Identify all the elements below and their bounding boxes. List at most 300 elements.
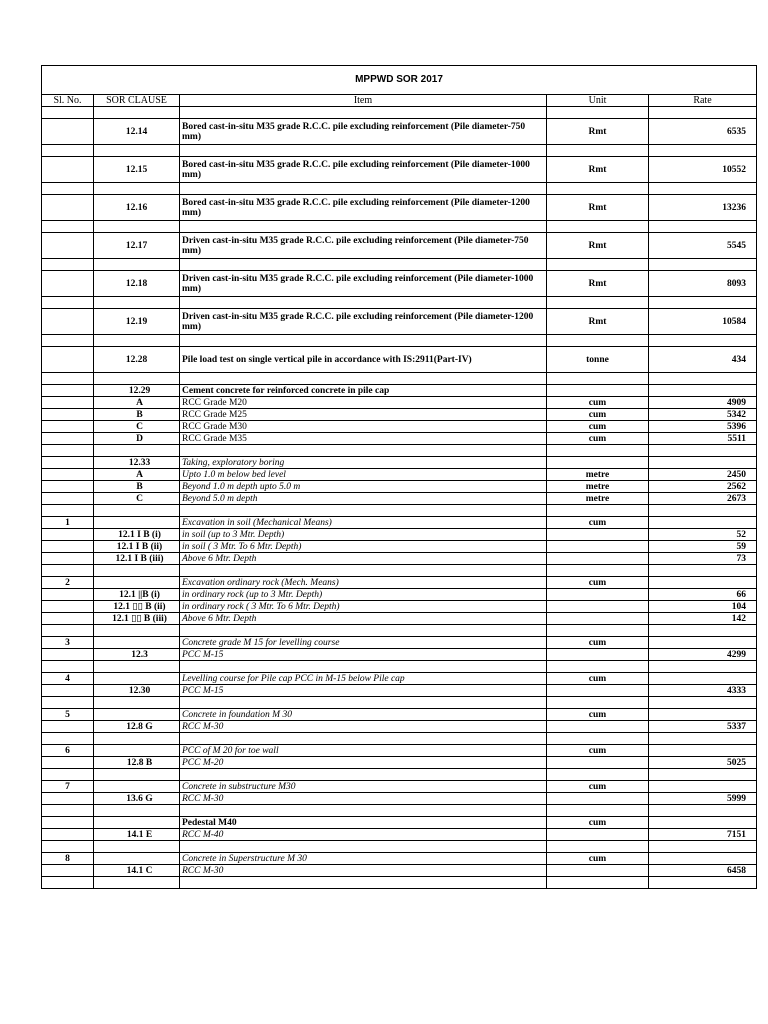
item-cell: RCC M-30 [180,865,547,877]
table-row [42,529,757,541]
empty-cell [649,877,757,889]
table-row [42,421,757,433]
empty-cell [649,107,757,119]
empty-cell [547,335,649,347]
sor-clause-cell: 12.14 [94,119,180,145]
empty-cell [649,183,757,195]
item-cell: RCC M-30 [180,793,547,805]
item-cell: in soil (up to 3 Mtr. Depth) [180,529,547,541]
unit-cell [547,529,649,541]
sor-clause-cell: D [94,433,180,445]
empty-cell [42,183,94,195]
empty-cell [94,297,180,309]
item-cell: Taking, exploratory boring [180,457,547,469]
item-cell: Above 6 Mtr. Depth [180,553,547,565]
sl-no-cell: 6 [42,745,94,757]
sl-no-cell [42,589,94,601]
empty-cell [42,661,94,673]
empty-cell [547,183,649,195]
table-row [42,637,757,649]
unit-cell [547,613,649,625]
empty-cell [42,373,94,385]
unit-cell: Rmt [547,233,649,259]
unit-cell [547,457,649,469]
sor-clause-cell [94,817,180,829]
rate-cell [649,745,757,757]
unit-cell: cum [547,517,649,529]
sl-no-cell [42,457,94,469]
sor-clause-cell [94,709,180,721]
unit-cell [547,553,649,565]
sl-no-cell [42,601,94,613]
unit-cell [547,829,649,841]
header-row [42,95,757,107]
blank-row [42,145,757,157]
sl-no-cell [42,409,94,421]
table-row [42,481,757,493]
item-cell: Bored cast-in-situ M35 grade R.C.C. pile excluding reinforcement (Pile diameter-1200 mm) [180,195,547,221]
rate-cell [649,517,757,529]
rate-cell: 6535 [649,119,757,145]
item-cell: Concrete in Superstructure M 30 [180,853,547,865]
sl-no-cell [42,385,94,397]
empty-cell [180,805,547,817]
blank-row [42,877,757,889]
empty-cell [94,733,180,745]
table-row [42,493,757,505]
sor-clause-cell [94,853,180,865]
empty-cell [180,183,547,195]
empty-cell [180,841,547,853]
item-cell: Pile load test on single vertical pile in accordance with IS:2911(Part-IV) [180,347,547,373]
empty-cell [649,661,757,673]
empty-cell [180,697,547,709]
table-row [42,271,757,297]
empty-cell [180,661,547,673]
empty-cell [180,445,547,457]
unit-cell [547,721,649,733]
empty-cell [180,625,547,637]
blank-row [42,661,757,673]
rate-cell: 5999 [649,793,757,805]
unit-cell: metre [547,481,649,493]
table-row [42,793,757,805]
sl-no-cell [42,481,94,493]
sor-clause-cell [94,577,180,589]
blank-row [42,625,757,637]
sor-clause-cell: 12.1 I B (iii) [94,553,180,565]
sor-clause-cell [94,673,180,685]
blank-row [42,297,757,309]
blank-row [42,373,757,385]
empty-cell [547,697,649,709]
unit-cell: cum [547,397,649,409]
sl-no-cell [42,119,94,145]
rate-cell: 104 [649,601,757,613]
table-row [42,469,757,481]
table-row [42,853,757,865]
item-cell: PCC M-15 [180,649,547,661]
sor-clause-cell [94,745,180,757]
empty-cell [547,107,649,119]
sl-no-cell [42,195,94,221]
unit-cell: cum [547,577,649,589]
blank-row [42,445,757,457]
table-row [42,745,757,757]
sor-clause-cell: 13.6 G [94,793,180,805]
sor-clause-cell: 12.18 [94,271,180,297]
empty-cell [649,769,757,781]
rate-cell [649,577,757,589]
sor-clause-cell [94,781,180,793]
empty-cell [547,221,649,233]
empty-cell [94,373,180,385]
sl-no-cell [42,817,94,829]
table-row [42,817,757,829]
table-row [42,195,757,221]
table-row [42,517,757,529]
empty-cell [42,259,94,271]
empty-cell [180,297,547,309]
unit-cell: cum [547,433,649,445]
sor-clause-cell: 12.33 [94,457,180,469]
unit-cell: Rmt [547,271,649,297]
empty-cell [547,841,649,853]
empty-cell [94,145,180,157]
rate-cell: 7151 [649,829,757,841]
empty-cell [94,183,180,195]
empty-cell [547,505,649,517]
sor-clause-cell: 12.15 [94,157,180,183]
table-row [42,347,757,373]
rate-cell: 5396 [649,421,757,433]
rate-cell: 2562 [649,481,757,493]
rate-cell: 13236 [649,195,757,221]
item-cell: PCC M-20 [180,757,547,769]
unit-cell: cum [547,853,649,865]
sor-clause-cell: B [94,481,180,493]
table-row [42,865,757,877]
rate-cell [649,457,757,469]
sor-clause-cell: 12.8 B [94,757,180,769]
rate-cell: 2673 [649,493,757,505]
table-row [42,577,757,589]
empty-cell [94,841,180,853]
sor-clause-cell: 12.30 [94,685,180,697]
table-row [42,397,757,409]
empty-cell [547,297,649,309]
sor-clause-cell: A [94,397,180,409]
empty-cell [42,221,94,233]
unit-cell [547,685,649,697]
unit-cell: metre [547,493,649,505]
header-item: Item [180,95,547,107]
item-cell: RCC M-30 [180,721,547,733]
table-row [42,541,757,553]
empty-cell [42,505,94,517]
empty-cell [649,145,757,157]
unit-cell [547,649,649,661]
item-cell: Above 6 Mtr. Depth [180,613,547,625]
sor-table [41,65,757,889]
sor-clause-cell: B [94,409,180,421]
sor-clause-cell: 12.1 I B (i) [94,529,180,541]
empty-cell [649,297,757,309]
sor-clause-cell [94,637,180,649]
empty-cell [42,805,94,817]
sor-clause-cell: 14.1 C [94,865,180,877]
sl-no-cell: 5 [42,709,94,721]
empty-cell [180,733,547,745]
unit-cell: cum [547,781,649,793]
table-row [42,409,757,421]
blank-row [42,565,757,577]
empty-cell [180,145,547,157]
table-row [42,157,757,183]
empty-cell [94,769,180,781]
empty-cell [94,805,180,817]
sor-clause-cell: C [94,421,180,433]
empty-cell [42,877,94,889]
sor-clause-cell: 12.1 ||B (i) [94,589,180,601]
empty-cell [42,145,94,157]
rate-cell [649,817,757,829]
title-row [42,66,757,95]
empty-cell [94,107,180,119]
sl-no-cell [42,157,94,183]
item-cell: RCC M-40 [180,829,547,841]
empty-cell [180,335,547,347]
table-row [42,685,757,697]
blank-row [42,335,757,347]
rate-cell [649,385,757,397]
empty-cell [649,373,757,385]
sor-clause-cell: 12.1 ▯▯ B (ii) [94,601,180,613]
empty-cell [42,445,94,457]
sor-clause-cell: 12.29 [94,385,180,397]
empty-cell [180,877,547,889]
empty-cell [547,661,649,673]
empty-cell [547,145,649,157]
unit-cell: cum [547,817,649,829]
empty-cell [547,625,649,637]
sl-no-cell [42,233,94,259]
empty-cell [649,625,757,637]
header-unit: Unit [547,95,649,107]
sl-no-cell [42,829,94,841]
blank-row [42,805,757,817]
item-cell: Driven cast-in-situ M35 grade R.C.C. pile excluding reinforcement (Pile diameter-1000 mm) [180,271,547,297]
empty-cell [547,733,649,745]
sl-no-cell: 7 [42,781,94,793]
blank-row [42,183,757,195]
rate-cell: 4333 [649,685,757,697]
item-cell: RCC Grade M35 [180,433,547,445]
header-rate: Rate [649,95,757,107]
rate-cell [649,673,757,685]
blank-row [42,697,757,709]
blank-row [42,259,757,271]
empty-cell [94,259,180,271]
table-row [42,433,757,445]
sl-no-cell [42,613,94,625]
empty-cell [649,221,757,233]
table-row [42,553,757,565]
item-cell: Beyond 5.0 m depth [180,493,547,505]
blank-row [42,505,757,517]
rate-cell: 142 [649,613,757,625]
table-row [42,781,757,793]
empty-cell [42,335,94,347]
header-sor-clause: SOR CLAUSE [94,95,180,107]
sor-clause-cell: 12.19 [94,309,180,335]
empty-cell [180,373,547,385]
table-row [42,721,757,733]
blank-row [42,769,757,781]
empty-cell [94,335,180,347]
rate-cell: 10552 [649,157,757,183]
empty-cell [42,733,94,745]
item-cell: Cement concrete for reinforced concrete in pile cap [180,385,547,397]
sor-clause-cell: 12.1 I B (ii) [94,541,180,553]
rate-cell: 52 [649,529,757,541]
sor-clause-cell: 12.16 [94,195,180,221]
table-row [42,233,757,259]
item-cell: RCC Grade M25 [180,409,547,421]
rate-cell: 10584 [649,309,757,335]
empty-cell [547,565,649,577]
sl-no-cell [42,469,94,481]
sor-clause-cell: 12.17 [94,233,180,259]
table-row [42,589,757,601]
table-row [42,601,757,613]
item-cell: Pedestal M40 [180,817,547,829]
rate-cell: 6458 [649,865,757,877]
sor-clause-cell: 12.3 [94,649,180,661]
table-row [42,119,757,145]
sl-no-cell [42,553,94,565]
rate-cell [649,637,757,649]
empty-cell [94,221,180,233]
rate-cell [649,781,757,793]
unit-cell [547,385,649,397]
sor-clause-cell: C [94,493,180,505]
unit-cell: cum [547,409,649,421]
sl-no-cell: 1 [42,517,94,529]
empty-cell [42,565,94,577]
empty-cell [94,625,180,637]
sor-clause-cell: 14.1 E [94,829,180,841]
empty-cell [649,259,757,271]
unit-cell: Rmt [547,309,649,335]
empty-cell [180,505,547,517]
item-cell: Concrete grade M 15 for levelling course [180,637,547,649]
sor-clause-cell [94,517,180,529]
sl-no-cell: 8 [42,853,94,865]
empty-cell [649,505,757,517]
empty-cell [94,565,180,577]
sor-clause-cell: 12.28 [94,347,180,373]
unit-cell: cum [547,637,649,649]
sl-no-cell [42,541,94,553]
rate-cell: 5025 [649,757,757,769]
rate-cell: 66 [649,589,757,601]
table-row [42,613,757,625]
unit-cell [547,601,649,613]
sl-no-cell [42,271,94,297]
empty-cell [42,625,94,637]
empty-cell [547,373,649,385]
sl-no-cell [42,793,94,805]
blank-row [42,221,757,233]
rate-cell: 2450 [649,469,757,481]
empty-cell [649,335,757,347]
unit-cell: tonne [547,347,649,373]
unit-cell [547,757,649,769]
unit-cell: metre [547,469,649,481]
unit-cell [547,589,649,601]
rate-cell: 4909 [649,397,757,409]
unit-cell [547,865,649,877]
blank-row [42,841,757,853]
empty-cell [649,841,757,853]
unit-cell: cum [547,709,649,721]
empty-cell [42,107,94,119]
empty-cell [649,697,757,709]
item-cell: Bored cast-in-situ M35 grade R.C.C. pile excluding reinforcement (Pile diameter-1000 mm) [180,157,547,183]
item-cell: Concrete in foundation M 30 [180,709,547,721]
empty-cell [180,259,547,271]
item-cell: Upto 1.0 m below bed level [180,469,547,481]
empty-cell [42,297,94,309]
rate-cell: 5545 [649,233,757,259]
empty-cell [180,769,547,781]
sl-no-cell [42,865,94,877]
item-cell: in ordinary rock ( 3 Mtr. To 6 Mtr. Depth) [180,601,547,613]
sl-no-cell: 3 [42,637,94,649]
sl-no-cell [42,397,94,409]
sl-no-cell [42,347,94,373]
sheet-title: MPPWD SOR 2017 [42,66,757,95]
item-cell: PCC of M 20 for toe wall [180,745,547,757]
table-row [42,457,757,469]
rate-cell: 434 [649,347,757,373]
empty-cell [649,445,757,457]
rate-sheet [41,65,756,889]
empty-cell [547,805,649,817]
empty-cell [547,259,649,271]
unit-cell [547,541,649,553]
blank-row [42,733,757,745]
empty-cell [42,841,94,853]
rate-cell: 5342 [649,409,757,421]
table-row [42,757,757,769]
table-row [42,709,757,721]
empty-cell [649,805,757,817]
unit-cell: Rmt [547,195,649,221]
item-cell: PCC M-15 [180,685,547,697]
item-cell: Excavation in soil (Mechanical Means) [180,517,547,529]
table-row [42,829,757,841]
sl-no-cell [42,757,94,769]
sl-no-cell [42,685,94,697]
table-row [42,385,757,397]
sl-no-cell: 2 [42,577,94,589]
sor-clause-cell: 12.8 G [94,721,180,733]
unit-cell [547,793,649,805]
sl-no-cell [42,421,94,433]
sor-clause-cell: A [94,469,180,481]
